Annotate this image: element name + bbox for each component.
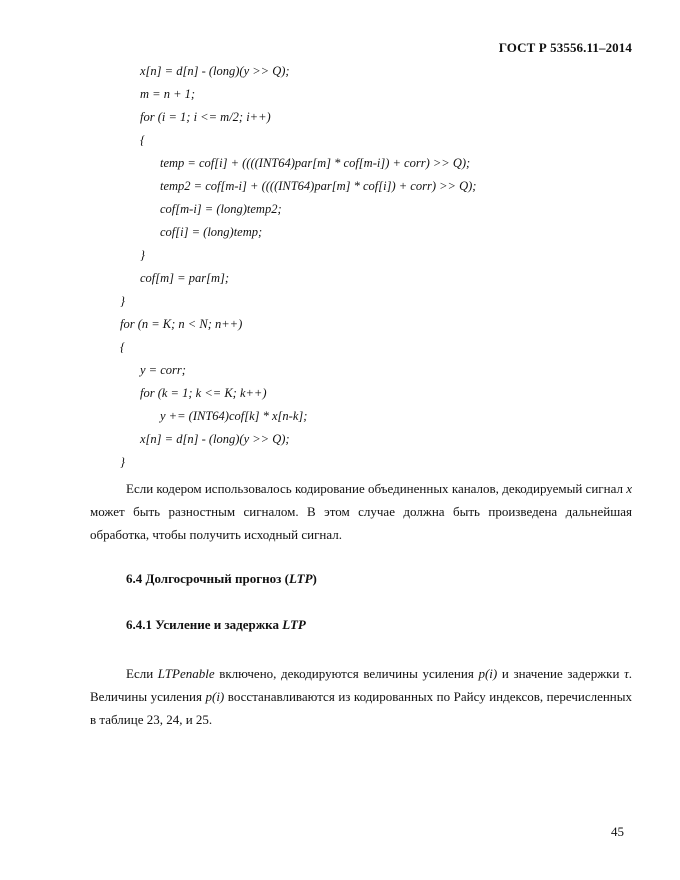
paragraph-text: Если кодером использовалось кодирование объединенных каналов, декодируемый сигнал <box>126 481 627 496</box>
variable-x: x <box>626 481 632 496</box>
code-line: y = corr; <box>140 363 186 377</box>
document-code-header: ГОСТ Р 53556.11–2014 <box>498 40 632 55</box>
section-heading-6-4-1: 6.4.1 Усиление и задержка LTP <box>126 617 306 632</box>
paragraph-text: может быть разностным сигналом. В этом случае должна быть произведена дальнейшая обработка, чтобы получить исходный сигнал. <box>90 504 632 542</box>
code-line: m = n + 1; <box>140 87 196 101</box>
code-line: cof[m-i] = (long)temp2; <box>160 202 282 216</box>
code-line: cof[m] = par[m]; <box>140 271 229 285</box>
code-line: for (n = K; n < N; n++) <box>120 317 243 331</box>
code-line: temp2 = cof[m-i] + ((((INT64)par[m] * cof[i]) + corr) >> Q); <box>160 179 477 193</box>
page-number: 45 <box>611 824 624 839</box>
code-line: x[n] = d[n] - (long)(y >> Q); <box>140 432 290 446</box>
code-line: } <box>120 294 125 308</box>
code-line: cof[i] = (long)temp; <box>160 225 263 239</box>
code-line: for (k = 1; k <= K; k++) <box>140 386 267 400</box>
code-line: } <box>120 455 125 469</box>
paragraph-ltp-gain: Если LTPenable включено, декодируются величины усиления p(i) и значение задержки τ. Величины усиления p(i) восстанавливаются из кодированных по Райсу индексов, перечисленных в таблице 23, 24, и 25. <box>90 666 633 727</box>
code-line: x[n] = d[n] - (long)(y >> Q); <box>140 64 290 78</box>
code-line: { <box>140 133 145 147</box>
code-line: y += (INT64)cof[k] * x[n-k]; <box>160 409 308 423</box>
variable-tau: τ <box>624 666 629 681</box>
paragraph-joint-stereo <box>90 477 632 546</box>
variable-p-i: p(i) <box>205 689 225 704</box>
code-line: for (i = 1; i <= m/2; i++) <box>140 110 271 124</box>
code-line: temp = cof[i] + ((((INT64)par[m] * cof[m-i]) + corr) >> Q); <box>160 156 471 170</box>
term-ltpenable: LTPenable <box>157 666 215 681</box>
code-line: } <box>140 248 145 262</box>
code-line: { <box>120 340 125 354</box>
section-heading-6-4: 6.4 Долгосрочный прогноз (LTP) <box>126 571 317 586</box>
variable-p-i: p(i) <box>478 666 498 681</box>
